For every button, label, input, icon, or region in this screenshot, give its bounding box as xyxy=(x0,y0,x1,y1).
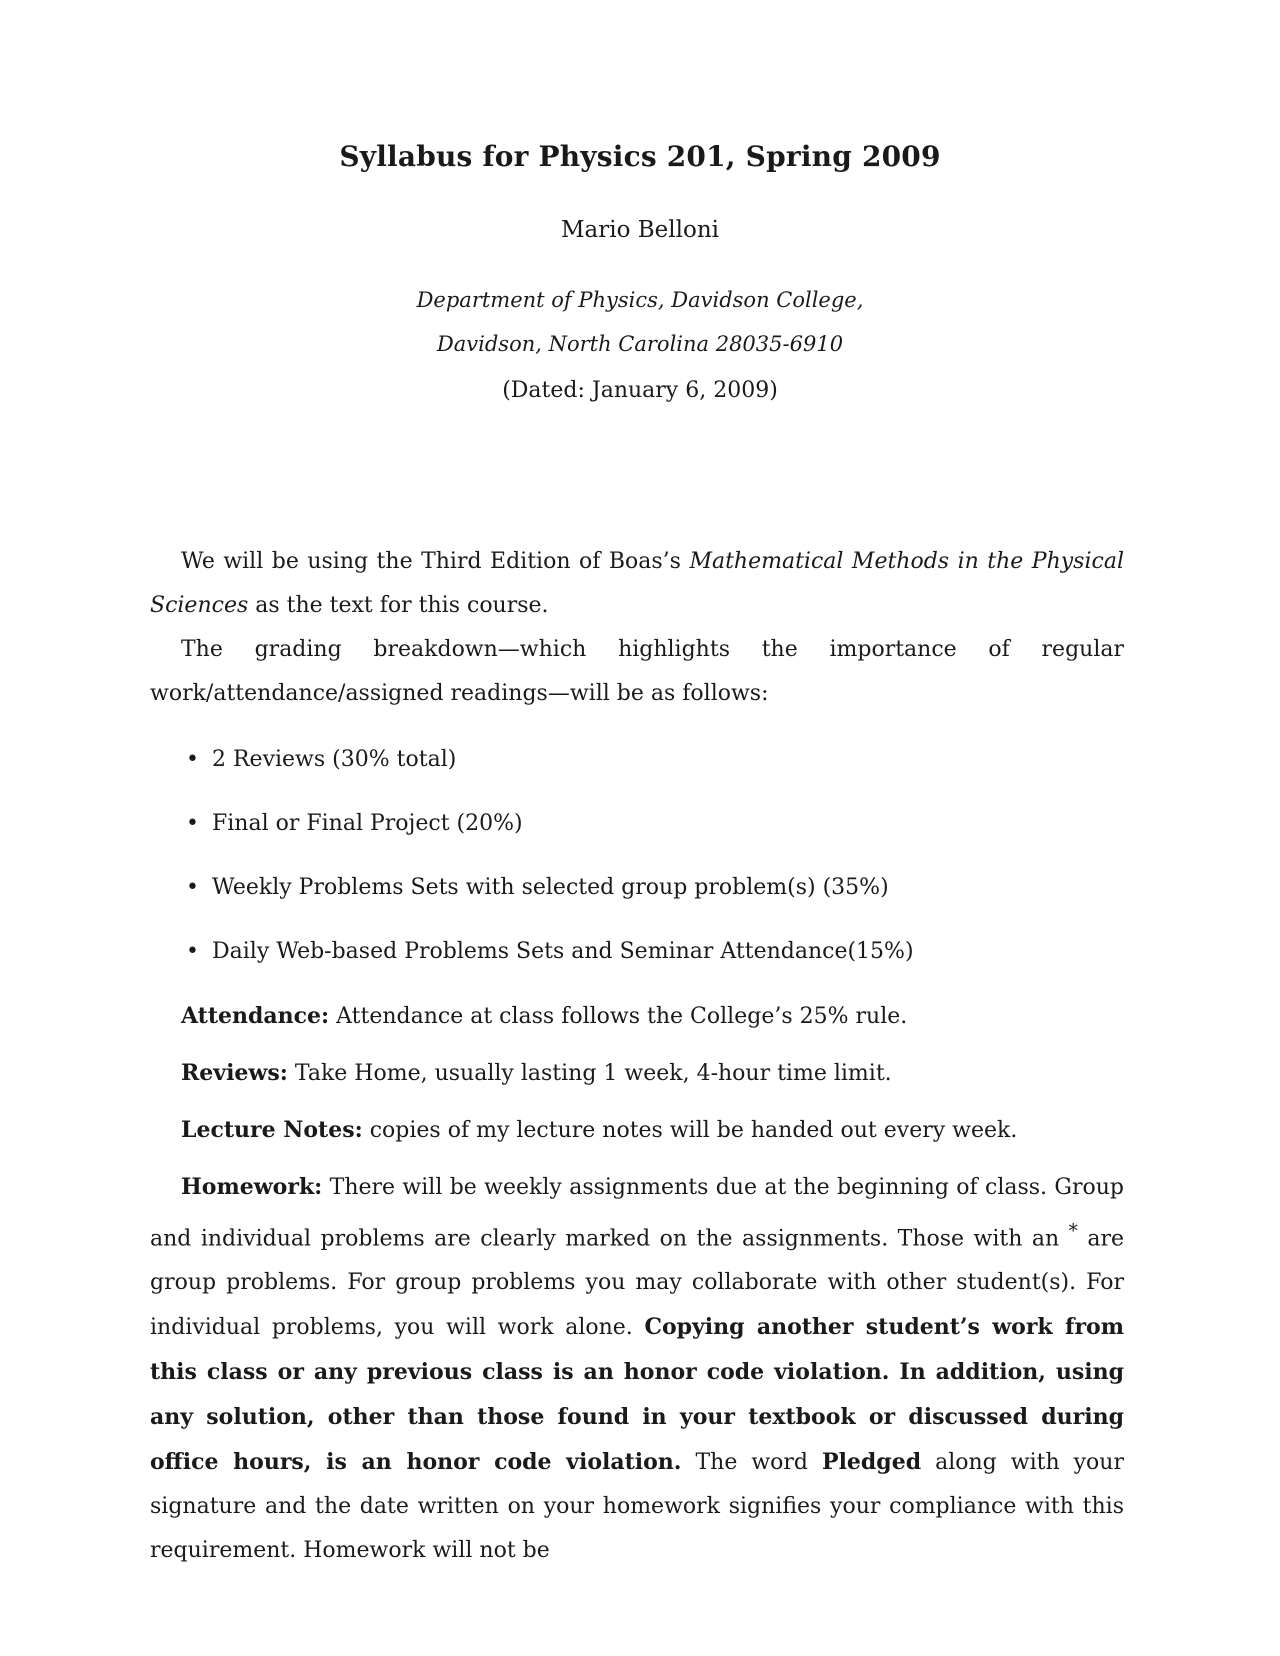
bullet-icon: • xyxy=(186,875,199,900)
homework-label: Homework: xyxy=(181,1174,323,1200)
author-name: Mario Belloni xyxy=(560,217,719,243)
grading-intro-line-1: The grading breakdown—which highlights the importance of regular xyxy=(181,637,1124,662)
grading-item xyxy=(150,930,1124,974)
intro-text-after: as the text for this course. xyxy=(248,593,549,618)
bullet-icon: • xyxy=(186,939,199,964)
bullet-icon: • xyxy=(186,811,199,836)
grading-item xyxy=(150,738,1124,782)
intro-paragraph xyxy=(150,540,1124,628)
document-body xyxy=(150,540,1124,1573)
intro-text-before: We will be using the Third Edition of Boas’s xyxy=(181,549,690,574)
homework-paragraph xyxy=(150,1165,1124,1573)
lecture-notes-label: Lecture Notes: xyxy=(181,1117,363,1143)
grading-item-text: Final or Final Project (20%) xyxy=(212,811,523,836)
attendance-label: Attendance: xyxy=(181,1003,330,1029)
homework-text-3: The word xyxy=(681,1450,823,1476)
attendance-paragraph xyxy=(150,994,1124,1039)
reviews-paragraph xyxy=(150,1051,1124,1096)
date-line: (Dated: January 6, 2009) xyxy=(502,378,778,403)
grading-item xyxy=(150,866,1124,910)
homework-text-4: along with your signature and the date written on your homework signifies your compliance with this requirement. Homework will not be xyxy=(150,1450,1124,1564)
grading-intro-line-2: work/attendance/assigned readings—will be as follows: xyxy=(150,681,769,706)
lecture-notes-text: copies of my lecture notes will be handed out every week. xyxy=(362,1118,1018,1143)
reviews-label: Reviews: xyxy=(181,1060,288,1086)
attendance-text: Attendance at class follows the College’s 25% rule. xyxy=(329,1004,908,1029)
document-title: Syllabus for Physics 201, Spring 2009 xyxy=(339,140,941,173)
honor-code-statement: Copying another student’s work from this class or any previous class is an honor code violation. In addition, using any solution, other than those found in your textbook or discussed during office hours, is an honor code violation. xyxy=(150,1314,1124,1476)
lecture-notes-paragraph xyxy=(150,1108,1124,1153)
grading-item-text: Daily Web-based Problems Sets and Seminar Attendance(15%) xyxy=(212,939,914,964)
homework-text-1: There will be weekly assignments due at the beginning of class. Group and individual problems are clearly marked on the assignments. Those with an xyxy=(150,1175,1124,1252)
grading-item-text: Weekly Problems Sets with selected group problem(s) (35%) xyxy=(212,875,889,900)
grading-item-text: 2 Reviews (30% total) xyxy=(212,747,457,772)
asterisk-symbol: * xyxy=(1068,1221,1078,1242)
reviews-text: Take Home, usually lasting 1 week, 4-hour time limit. xyxy=(287,1061,892,1086)
affiliation-line-2: Davidson, North Carolina 28035-6910 xyxy=(436,332,844,356)
grading-list xyxy=(150,738,1124,974)
textbook-title: Mathematical Methods in the Physical Sciences xyxy=(150,549,1124,618)
affiliation-line-1: Department of Physics, Davidson College, xyxy=(416,288,864,312)
homework-text-2: are group problems. For group problems you may collaborate with other student(s). For individual problems, you will work alone. xyxy=(150,1226,1124,1341)
pledged-word: Pledged xyxy=(822,1449,922,1476)
grading-item xyxy=(150,802,1124,846)
bullet-icon: • xyxy=(186,747,199,772)
